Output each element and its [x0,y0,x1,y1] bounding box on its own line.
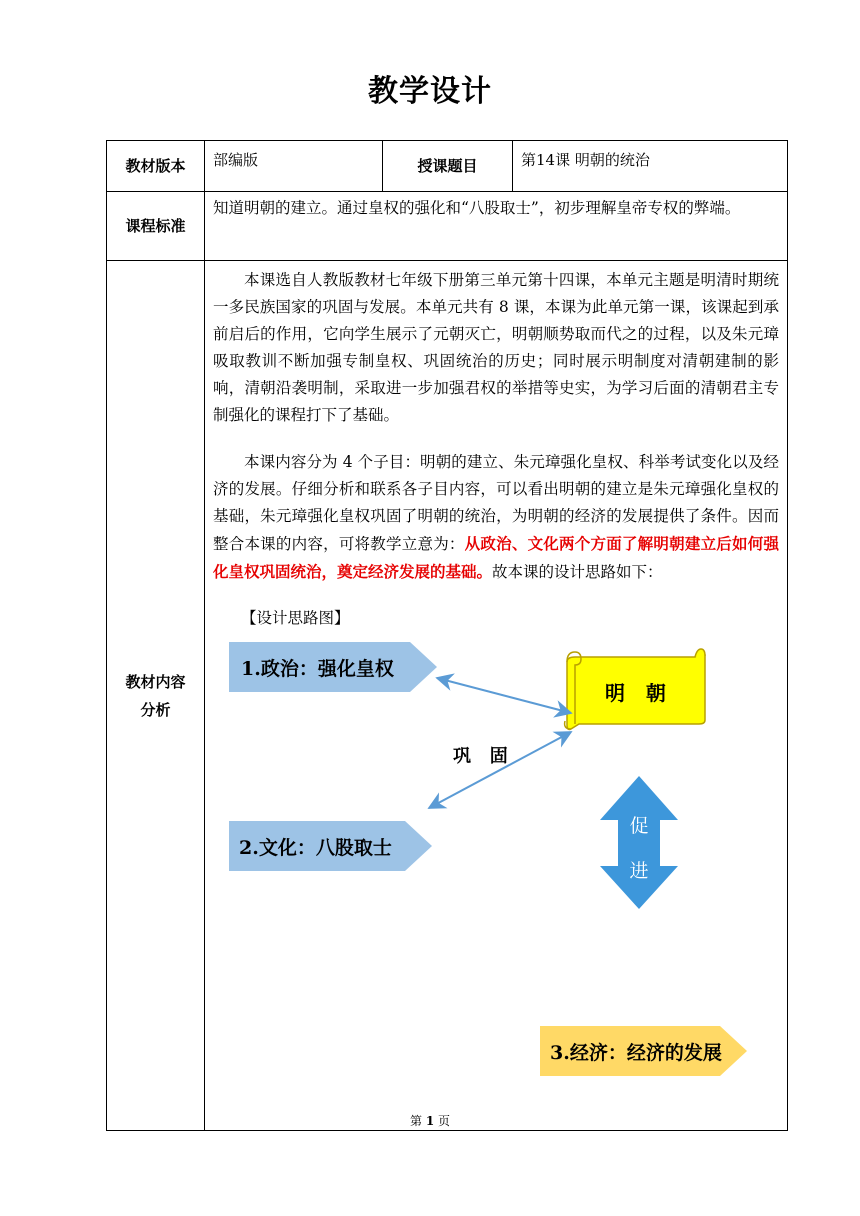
analysis-label-line2: 分析 [140,700,171,719]
topic-label: 授课题目 [383,141,513,192]
culture-label: 2.文化：八股取士 [239,837,392,859]
politics-ming-arrow [437,678,571,713]
analysis-content [205,261,788,1131]
page-number: 1 [425,1114,435,1128]
analysis-paragraph-1: 本课选自人教版教材七年级下册第三单元第十四课，本单元主题是明清时期统一多民族国家的巩固与发展。本单元共有 8 课，本课为此单元第一课，该课起到承前启后的作用，它向学生展示了元朝灭亡，明朝顺势取而代之的过程，以及朱元璋吸取教训不断加强专制皇权、巩固统治的历史；同时展示明制度对清朝建制的影响，清朝沿袭明制，采取进一步加强君权的举措等史实，为学习后面的清朝君主专制强化的课程打下了基础。 [213,271,779,424]
analysis-paragraph-2 [205,443,787,586]
document-title: 教学设计 [368,74,492,109]
page-footer [0,1112,860,1129]
lesson-plan-table [106,140,788,1131]
diagram-svg [205,630,785,1110]
topic-value: 第14课 明朝的统治 [513,141,788,192]
paragraph-2-text-after: 故本课的设计思路如下： [492,563,663,581]
figure-title: 【设计思路图】 [241,609,350,627]
promote-label-2: 进 [629,860,649,882]
analysis-label [107,261,205,1131]
standard-label: 课程标准 [107,192,205,261]
ming-label: 明 朝 [605,681,666,705]
footer-prefix: 第 [409,1114,422,1128]
economy-label: 3.经济：经济的发展 [550,1042,722,1064]
edition-value: 部编版 [205,141,383,192]
promote-label-1: 促 [629,815,649,837]
teaching-intent-highlight: 从政治、文化两个方面了解明朝建立后如何强化皇权巩固统治，奠定经济发展的基础。 [213,534,779,581]
design-diagram [205,630,787,1130]
standard-value: 知道明朝的建立。通过皇权的强化和“八股取士”，初步理解皇帝专权的弊端。 [205,192,788,261]
politics-label: 1.政治：强化皇权 [241,658,394,680]
edition-label: 教材版本 [107,141,205,192]
paragraph-2-text-before: 本课内容分为 4 个子目：明朝的建立、朱元璋强化皇权、科举考试变化以及经济的发展。仔细分析和联系各子目内容，可以看出明朝的建立是朱元璋强化皇权的基础，朱元璋强化皇权巩固了明朝的统治，为明朝的经济的发展提供了条件。因而整合本课的内容，可将教学立意为： [213,453,779,553]
analysis-label-line1: 教材内容 [125,672,186,691]
consolidate-label: 巩 固 [453,746,508,767]
culture-ming-arrow [429,732,571,808]
promote-double-arrow [600,776,678,909]
footer-suffix: 页 [438,1114,451,1128]
